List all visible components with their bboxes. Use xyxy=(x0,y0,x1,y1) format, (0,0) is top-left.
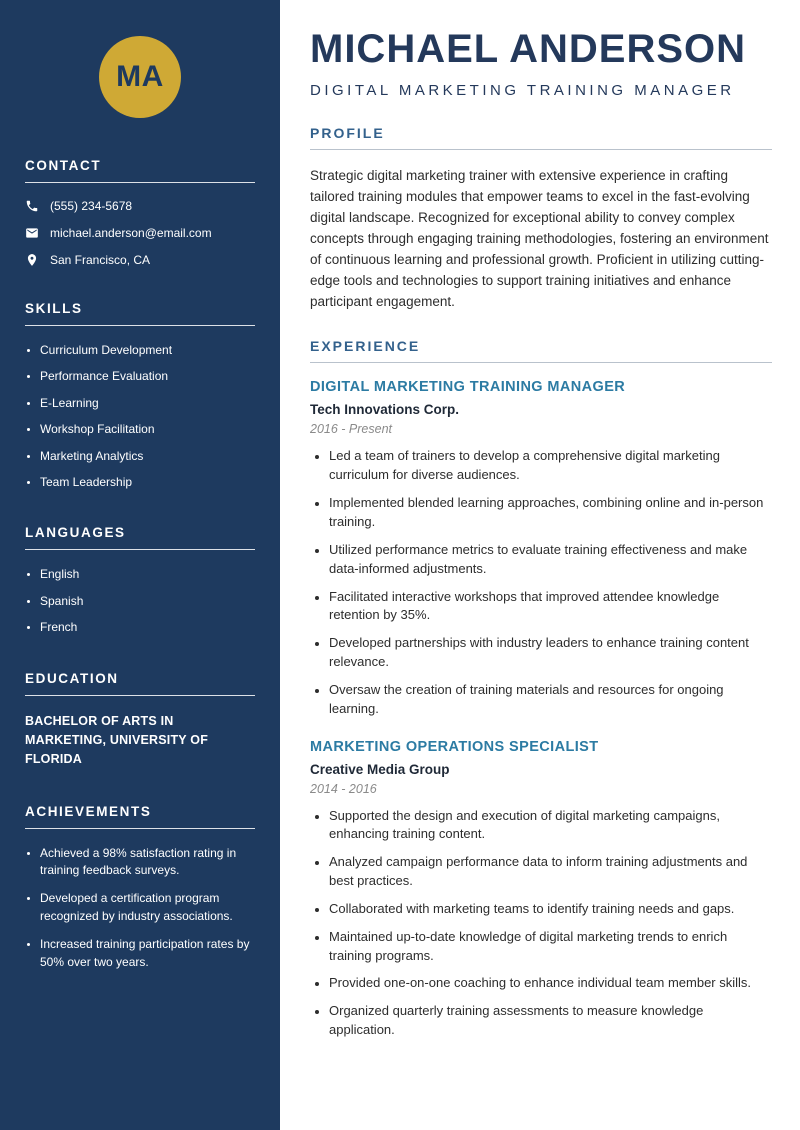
job-company: Creative Media Group xyxy=(310,761,450,777)
degree-text: BACHELOR OF ARTS IN MARKETING, UNIVERSITY OF FLORIDA xyxy=(25,713,209,767)
contact-heading: CONTACT xyxy=(25,158,255,183)
profile-heading: PROFILE xyxy=(310,125,772,150)
skills-section xyxy=(25,301,255,491)
job-dates: 2014 - 2016 xyxy=(310,781,377,796)
sidebar xyxy=(0,0,280,1130)
job-bullet: • Facilitated interactive workshops that improved attendee knowledge retention by 35%. xyxy=(329,588,772,626)
profile-text: Strategic digital marketing trainer with extensive experience in crafting tailored training modules that empower teams to excel in the fast-evolving digital landscape. Recognized for exceptional ability to convey complex concepts through engaging training methodologies, fostering an environment of continuous learning and professional growth. Proficient in utilizing cutting-edge tools and technologies to support training initiatives and enhance participant engagement. xyxy=(310,168,769,309)
main-content xyxy=(280,0,800,1130)
education-section xyxy=(25,671,255,770)
skill-item: • E-Learning xyxy=(40,395,255,412)
contact-section xyxy=(25,158,255,267)
job-bullet: • Collaborated with marketing teams to identify training needs and gaps. xyxy=(329,900,772,919)
job-entry xyxy=(310,739,772,1040)
job-bullet: • Supported the design and execution of digital marketing campaigns, enhancing training content. xyxy=(329,807,772,845)
experience-section xyxy=(310,338,772,1040)
job-bullet: • Led a team of trainers to develop a comprehensive digital marketing curriculum for diverse audiences. xyxy=(329,447,772,485)
contact-email xyxy=(25,226,255,240)
achievement-item: • Developed a certification program recognized by industry associations. xyxy=(40,890,255,925)
job-bullet-list xyxy=(310,807,772,1040)
location-text: San Francisco, CA xyxy=(50,253,151,267)
skill-item: • Marketing Analytics xyxy=(40,448,255,465)
languages-section xyxy=(25,525,255,636)
contact-phone xyxy=(25,199,255,213)
email-text: michael.anderson@email.com xyxy=(50,226,212,240)
job-bullet: • Organized quarterly training assessments to measure knowledge application. xyxy=(329,1002,772,1040)
phone-icon xyxy=(25,199,39,213)
skill-item: • Team Leadership xyxy=(40,474,255,491)
job-title: DIGITAL MARKETING TRAINING MANAGER xyxy=(310,379,626,396)
location-icon xyxy=(25,253,39,267)
skill-item: • Workshop Facilitation xyxy=(40,421,255,438)
job-bullet: • Developed partnerships with industry leaders to enhance training content relevance. xyxy=(329,634,772,672)
job-bullet: • Provided one-on-one coaching to enhance individual team member skills. xyxy=(329,974,772,993)
skill-item: • Curriculum Development xyxy=(40,342,255,359)
achievements-list xyxy=(25,845,255,971)
skills-list xyxy=(25,342,255,491)
avatar-initials: MA xyxy=(116,60,164,93)
candidate-title: DIGITAL MARKETING TRAINING MANAGER xyxy=(310,82,735,99)
language-item: • Spanish xyxy=(40,593,255,610)
achievement-item: • Achieved a 98% satisfaction rating in training feedback surveys. xyxy=(40,845,255,880)
job-title: MARKETING OPERATIONS SPECIALIST xyxy=(310,738,599,755)
achievement-item: • Increased training participation rates by 50% over two years. xyxy=(40,936,255,971)
phone-text: (555) 234-5678 xyxy=(50,199,133,213)
job-company: Tech Innovations Corp. xyxy=(310,402,460,418)
skills-heading: SKILLS xyxy=(25,301,255,326)
job-bullet: • Implemented blended learning approaches, combining online and in-person training. xyxy=(329,494,772,532)
languages-heading: LANGUAGES xyxy=(25,525,255,550)
profile-section xyxy=(310,125,772,312)
achievements-section xyxy=(25,804,255,971)
skill-item: • Performance Evaluation xyxy=(40,368,255,385)
avatar xyxy=(99,36,181,118)
job-entry xyxy=(310,379,772,718)
job-bullet: • Maintained up-to-date knowledge of digital marketing trends to enrich training programs. xyxy=(329,928,772,966)
job-bullet: • Analyzed campaign performance data to inform training adjustments and best practices. xyxy=(329,853,772,891)
experience-heading: EXPERIENCE xyxy=(310,338,772,363)
language-item: • French xyxy=(40,619,255,636)
candidate-name: MICHAEL ANDERSON xyxy=(310,27,747,71)
contact-location xyxy=(25,253,255,267)
job-bullet: • Oversaw the creation of training materials and resources for ongoing learning. xyxy=(329,681,772,719)
job-bullet-list xyxy=(310,447,772,718)
email-icon xyxy=(25,226,39,240)
achievements-heading: ACHIEVEMENTS xyxy=(25,804,255,829)
language-item: • English xyxy=(40,566,255,583)
job-bullet: • Utilized performance metrics to evaluate training effectiveness and make data-informed adjustments. xyxy=(329,541,772,579)
languages-list xyxy=(25,566,255,636)
job-dates: 2016 - Present xyxy=(310,422,392,437)
education-heading: EDUCATION xyxy=(25,671,255,696)
